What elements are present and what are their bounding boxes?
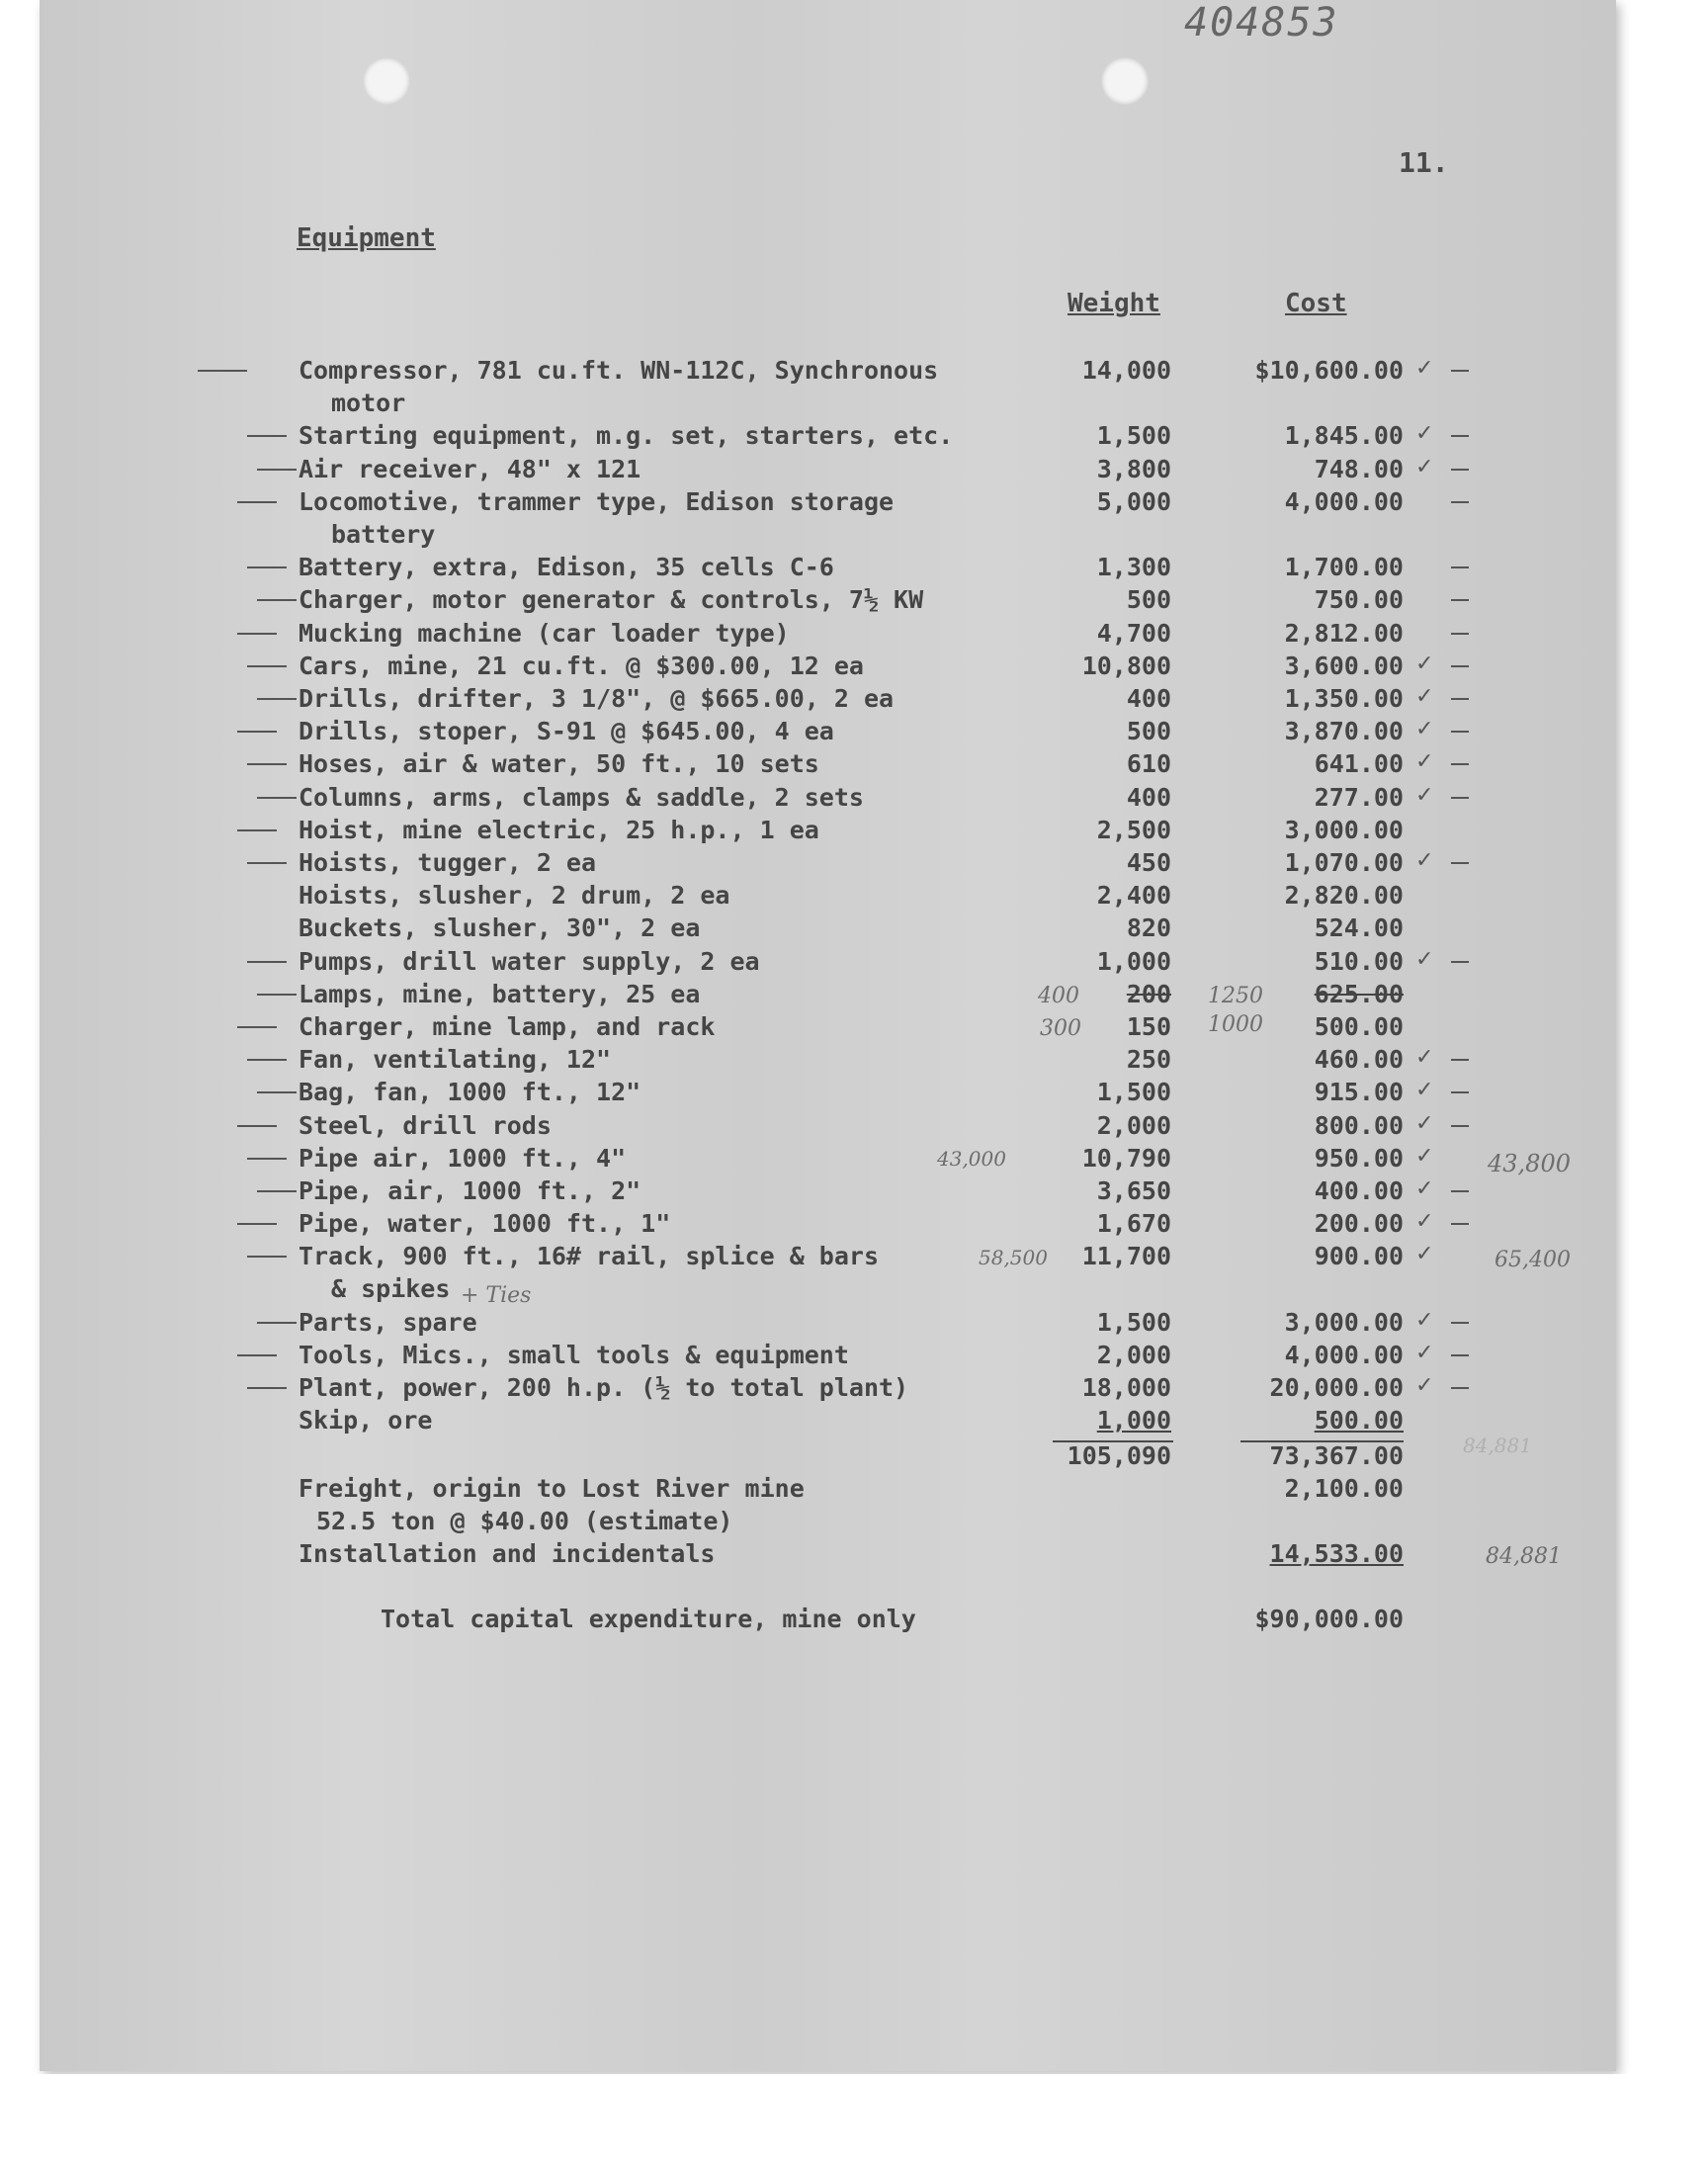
review-dash-mark xyxy=(1451,633,1469,635)
review-dash-mark xyxy=(1451,1190,1469,1192)
item-weight: 3,650 xyxy=(1096,1176,1171,1205)
item-weight: 1,000 xyxy=(1096,1406,1171,1435)
item-description: Cars, mine, 21 cu.ft. @ $300.00, 12 ea xyxy=(299,652,864,680)
table-row xyxy=(0,455,1708,487)
handwritten-pipe-weight-note: 43,000 xyxy=(937,1147,1006,1171)
margin-dash-mark xyxy=(247,566,287,568)
item-weight: 4,700 xyxy=(1096,619,1171,648)
item-description: Pipe, water, 1000 ft., 1" xyxy=(299,1209,671,1238)
review-dash-mark xyxy=(1451,961,1469,963)
item-weight: 1,670 xyxy=(1096,1209,1171,1238)
handwritten-charger-cost: 1000 xyxy=(1208,1012,1263,1037)
check-mark-icon: ✓ xyxy=(1415,749,1434,774)
review-dash-mark xyxy=(1451,435,1469,437)
margin-dash-mark xyxy=(237,1354,277,1356)
margin-dash-mark xyxy=(247,1059,287,1061)
item-description: Tools, Mics., small tools & equipment xyxy=(299,1341,849,1369)
table-row xyxy=(0,652,1708,684)
item-description: Hoist, mine electric, 25 h.p., 1 ea xyxy=(299,816,819,844)
freight-label: Freight, origin to Lost River mine xyxy=(299,1474,805,1503)
check-mark-icon: ✓ xyxy=(1415,717,1434,741)
check-mark-icon: ✓ xyxy=(1415,1045,1434,1070)
review-dash-mark xyxy=(1451,1354,1469,1356)
handwritten-lamps-cost: 1250 xyxy=(1208,984,1263,1008)
item-cost: 3,000.00 xyxy=(1284,816,1404,844)
table-row xyxy=(0,881,1708,914)
review-dash-mark xyxy=(1451,1322,1469,1324)
margin-dash-mark xyxy=(237,1026,277,1028)
margin-dash-mark xyxy=(247,1158,287,1160)
check-mark-icon: ✓ xyxy=(1415,1242,1434,1266)
item-description: Columns, arms, clamps & saddle, 2 sets xyxy=(299,783,864,812)
handwritten-subtotal-note: 84,881 xyxy=(1463,1434,1532,1457)
margin-dash-mark xyxy=(257,469,297,471)
handwritten-track-total-note: 65,400 xyxy=(1494,1248,1571,1272)
item-weight: 11,700 xyxy=(1081,1242,1171,1270)
item-description: Charger, mine lamp, and rack xyxy=(299,1012,716,1041)
item-description: Battery, extra, Edison, 35 cells C-6 xyxy=(299,553,834,581)
scan-margin xyxy=(0,2074,1708,2175)
item-description: Drills, stoper, S-91 @ $645.00, 4 ea xyxy=(299,717,834,745)
item-description: Skip, ore xyxy=(299,1406,433,1435)
item-description: Plant, power, 200 h.p. (½ to total plant) xyxy=(299,1373,909,1402)
item-cost: 200.00 xyxy=(1314,1209,1404,1238)
item-description: Bag, fan, 1000 ft., 12" xyxy=(299,1078,641,1106)
item-cost: 460.00 xyxy=(1314,1045,1404,1074)
item-cost: 950.00 xyxy=(1314,1144,1404,1173)
check-mark-icon: ✓ xyxy=(1415,1144,1434,1169)
margin-dash-mark xyxy=(247,961,287,963)
item-description: Pipe air, 1000 ft., 4" xyxy=(299,1144,627,1173)
item-weight: 200 xyxy=(1126,980,1171,1008)
item-description: Hoses, air & water, 50 ft., 10 sets xyxy=(299,749,819,778)
item-cost: 1,070.00 xyxy=(1284,848,1404,877)
item-cost: 3,000.00 xyxy=(1284,1308,1404,1337)
item-description: Fan, ventilating, 12" xyxy=(299,1045,612,1074)
handwritten-charger-weight: 300 xyxy=(1040,1016,1081,1041)
margin-dash-mark xyxy=(237,1125,277,1127)
table-row xyxy=(0,1012,1708,1045)
review-dash-mark xyxy=(1451,763,1469,765)
item-description: Lamps, mine, battery, 25 ea xyxy=(299,980,701,1008)
margin-dash-mark xyxy=(247,435,287,437)
margin-dash-mark xyxy=(198,370,247,372)
check-mark-icon: ✓ xyxy=(1415,684,1434,709)
item-weight: 18,000 xyxy=(1081,1373,1171,1402)
item-weight: 5,000 xyxy=(1096,487,1171,516)
check-mark-icon: ✓ xyxy=(1415,1308,1434,1333)
check-mark-icon: ✓ xyxy=(1415,455,1434,479)
margin-dash-mark xyxy=(237,731,277,733)
table-row xyxy=(0,1341,1708,1373)
table-row xyxy=(0,1373,1708,1406)
table-row xyxy=(0,356,1708,417)
margin-dash-mark xyxy=(257,994,297,996)
freight-detail: 52.5 ton @ $40.00 (estimate) xyxy=(316,1507,733,1535)
item-description: Hoists, slusher, 2 drum, 2 ea xyxy=(299,881,730,910)
check-mark-icon: ✓ xyxy=(1415,356,1434,381)
item-weight: 500 xyxy=(1126,585,1171,614)
check-mark-icon: ✓ xyxy=(1415,783,1434,808)
item-weight: 1,500 xyxy=(1096,1078,1171,1106)
freight-row xyxy=(0,1474,1708,1507)
margin-dash-mark xyxy=(237,633,277,635)
table-row xyxy=(0,783,1708,816)
weight-total: 105,090 xyxy=(1067,1441,1171,1470)
review-dash-mark xyxy=(1451,665,1469,667)
margin-dash-mark xyxy=(237,1223,277,1225)
item-description: Hoists, tugger, 2 ea xyxy=(299,848,597,877)
page-number: 11. xyxy=(1399,146,1449,179)
item-description: Air receiver, 48" x 121 xyxy=(299,455,641,483)
item-description-continued: battery xyxy=(331,520,436,549)
item-weight: 2,000 xyxy=(1096,1111,1171,1140)
margin-dash-mark xyxy=(257,797,297,799)
item-weight: 2,400 xyxy=(1096,881,1171,910)
table-row xyxy=(0,1144,1708,1176)
check-mark-icon: ✓ xyxy=(1415,1341,1434,1365)
check-mark-icon: ✓ xyxy=(1415,1373,1434,1398)
table-row xyxy=(0,1406,1708,1438)
item-description: Track, 900 ft., 16# rail, splice & bars xyxy=(299,1242,879,1270)
check-mark-icon: ✓ xyxy=(1415,1176,1434,1201)
item-weight: 3,800 xyxy=(1096,455,1171,483)
item-cost: 1,350.00 xyxy=(1284,684,1404,713)
stamp-number: 404853 xyxy=(1184,0,1339,45)
item-weight: 450 xyxy=(1126,848,1171,877)
review-dash-mark xyxy=(1451,797,1469,799)
table-row xyxy=(0,553,1708,585)
item-cost: 800.00 xyxy=(1314,1111,1404,1140)
item-cost: 3,870.00 xyxy=(1284,717,1404,745)
check-mark-icon: ✓ xyxy=(1415,652,1434,676)
punch-hole xyxy=(363,57,410,105)
item-weight: 820 xyxy=(1126,914,1171,942)
subtotal-row xyxy=(0,1441,1708,1474)
item-weight: 610 xyxy=(1126,749,1171,778)
item-description: Starting equipment, m.g. set, starters, etc. xyxy=(299,421,954,450)
table-row xyxy=(0,1209,1708,1242)
item-description: Mucking machine (car loader type) xyxy=(299,619,790,648)
table-row xyxy=(0,421,1708,454)
item-weight: 1,000 xyxy=(1096,947,1171,976)
installation-row xyxy=(0,1539,1708,1572)
table-row xyxy=(0,717,1708,749)
handwritten-lamps-weight: 400 xyxy=(1038,984,1079,1008)
item-cost: 625.00 xyxy=(1314,980,1404,1008)
item-description: Drills, drifter, 3 1/8", @ $665.00, 2 ea xyxy=(299,684,895,713)
table-row xyxy=(0,1176,1708,1209)
margin-dash-mark xyxy=(247,1387,287,1389)
review-dash-mark xyxy=(1451,1125,1469,1127)
item-cost: 500.00 xyxy=(1314,1012,1404,1041)
item-weight: 150 xyxy=(1126,1012,1171,1041)
item-description: Pipe, air, 1000 ft., 2" xyxy=(299,1176,641,1205)
check-mark-icon: ✓ xyxy=(1415,421,1434,446)
item-cost: 915.00 xyxy=(1314,1078,1404,1106)
item-weight: 400 xyxy=(1126,684,1171,713)
table-row xyxy=(0,749,1708,782)
table-row xyxy=(0,816,1708,848)
item-weight: 500 xyxy=(1126,717,1171,745)
item-weight: 1,500 xyxy=(1096,421,1171,450)
freight-detail-row xyxy=(0,1507,1708,1539)
review-dash-mark xyxy=(1451,566,1469,568)
table-row xyxy=(0,1308,1708,1341)
freight-cost: 2,100.00 xyxy=(1284,1474,1404,1503)
item-weight: 14,000 xyxy=(1081,356,1171,385)
item-weight: 250 xyxy=(1126,1045,1171,1074)
item-cost: 2,820.00 xyxy=(1284,881,1404,910)
review-dash-mark xyxy=(1451,731,1469,733)
item-cost: 4,000.00 xyxy=(1284,487,1404,516)
grand-total-value: $90,000.00 xyxy=(1254,1605,1404,1633)
item-cost: 400.00 xyxy=(1314,1176,1404,1205)
item-cost: 900.00 xyxy=(1314,1242,1404,1270)
item-description: Steel, drill rods xyxy=(299,1111,552,1140)
margin-dash-mark xyxy=(237,501,277,503)
table-row xyxy=(0,1111,1708,1144)
item-cost: 748.00 xyxy=(1314,455,1404,483)
item-cost: 2,812.00 xyxy=(1284,619,1404,648)
check-mark-icon: ✓ xyxy=(1415,848,1434,873)
review-dash-mark xyxy=(1451,1387,1469,1389)
table-row xyxy=(0,619,1708,652)
cost-subtotal: 73,367.00 xyxy=(1269,1441,1404,1470)
item-cost: 4,000.00 xyxy=(1284,1341,1404,1369)
margin-dash-mark xyxy=(247,763,287,765)
item-description: Compressor, 781 cu.ft. WN-112C, Synchronous xyxy=(299,356,939,385)
item-weight: 2,500 xyxy=(1096,816,1171,844)
item-cost: 20,000.00 xyxy=(1269,1373,1404,1402)
item-description-continued: & spikes xyxy=(331,1274,451,1303)
review-dash-mark xyxy=(1451,501,1469,503)
handwritten-install-note: 84,881 xyxy=(1486,1544,1562,1569)
margin-dash-mark xyxy=(257,1322,297,1324)
margin-dash-mark xyxy=(257,1190,297,1192)
item-cost: 3,600.00 xyxy=(1284,652,1404,680)
table-row xyxy=(0,487,1708,549)
margin-dash-mark xyxy=(257,1091,297,1093)
column-header-weight: Weight xyxy=(1068,289,1160,318)
margin-dash-mark xyxy=(247,665,287,667)
item-cost: 510.00 xyxy=(1314,947,1404,976)
check-mark-icon: ✓ xyxy=(1415,1078,1434,1102)
installation-label: Installation and incidentals xyxy=(299,1539,716,1568)
item-weight: 400 xyxy=(1126,783,1171,812)
review-dash-mark xyxy=(1451,862,1469,864)
check-mark-icon: ✓ xyxy=(1415,1209,1434,1234)
table-row xyxy=(0,585,1708,618)
item-weight: 10,800 xyxy=(1081,652,1171,680)
table-row xyxy=(0,848,1708,881)
review-dash-mark xyxy=(1451,1223,1469,1225)
item-description: Buckets, slusher, 30", 2 ea xyxy=(299,914,701,942)
item-description-continued: motor xyxy=(331,389,406,417)
margin-dash-mark xyxy=(237,829,277,831)
item-description: Charger, motor generator & controls, 7½ KW xyxy=(299,585,924,614)
check-mark-icon: ✓ xyxy=(1415,947,1434,972)
column-header-cost: Cost xyxy=(1285,289,1347,318)
table-row xyxy=(0,684,1708,717)
item-cost: $10,600.00 xyxy=(1254,356,1404,385)
review-dash-mark xyxy=(1451,1059,1469,1061)
item-weight: 10,790 xyxy=(1081,1144,1171,1173)
table-row xyxy=(0,980,1708,1012)
installation-cost: 14,533.00 xyxy=(1269,1539,1404,1568)
grand-total-row xyxy=(0,1605,1708,1637)
item-cost: 500.00 xyxy=(1314,1406,1404,1435)
review-dash-mark xyxy=(1451,370,1469,372)
review-dash-mark xyxy=(1451,1091,1469,1093)
margin-dash-mark xyxy=(247,1256,287,1258)
table-row xyxy=(0,1078,1708,1110)
item-cost: 1,700.00 xyxy=(1284,553,1404,581)
review-dash-mark xyxy=(1451,698,1469,700)
handwritten-ties-note: + Ties xyxy=(461,1283,532,1308)
margin-dash-mark xyxy=(247,862,287,864)
item-weight: 1,500 xyxy=(1096,1308,1171,1337)
section-title: Equipment xyxy=(297,223,436,253)
item-weight: 2,000 xyxy=(1096,1341,1171,1369)
grand-total-label: Total capital expenditure, mine only xyxy=(381,1605,916,1633)
table-row xyxy=(0,1045,1708,1078)
handwritten-pipe-total-note: 43,800 xyxy=(1488,1150,1571,1177)
review-dash-mark xyxy=(1451,469,1469,471)
handwritten-track-weight-note: 58,500 xyxy=(979,1246,1048,1269)
table-row xyxy=(0,914,1708,946)
item-description: Pumps, drill water supply, 2 ea xyxy=(299,947,760,976)
item-cost: 750.00 xyxy=(1314,585,1404,614)
item-cost: 277.00 xyxy=(1314,783,1404,812)
item-weight: 1,300 xyxy=(1096,553,1171,581)
check-mark-icon: ✓ xyxy=(1415,1111,1434,1136)
punch-hole xyxy=(1101,57,1149,105)
margin-dash-mark xyxy=(257,698,297,700)
item-description: Locomotive, trammer type, Edison storage xyxy=(299,487,895,516)
item-cost: 524.00 xyxy=(1314,914,1404,942)
table-row xyxy=(0,947,1708,980)
margin-dash-mark xyxy=(257,599,297,601)
item-description: Parts, spare xyxy=(299,1308,477,1337)
review-dash-mark xyxy=(1451,599,1469,601)
item-cost: 641.00 xyxy=(1314,749,1404,778)
item-cost: 1,845.00 xyxy=(1284,421,1404,450)
